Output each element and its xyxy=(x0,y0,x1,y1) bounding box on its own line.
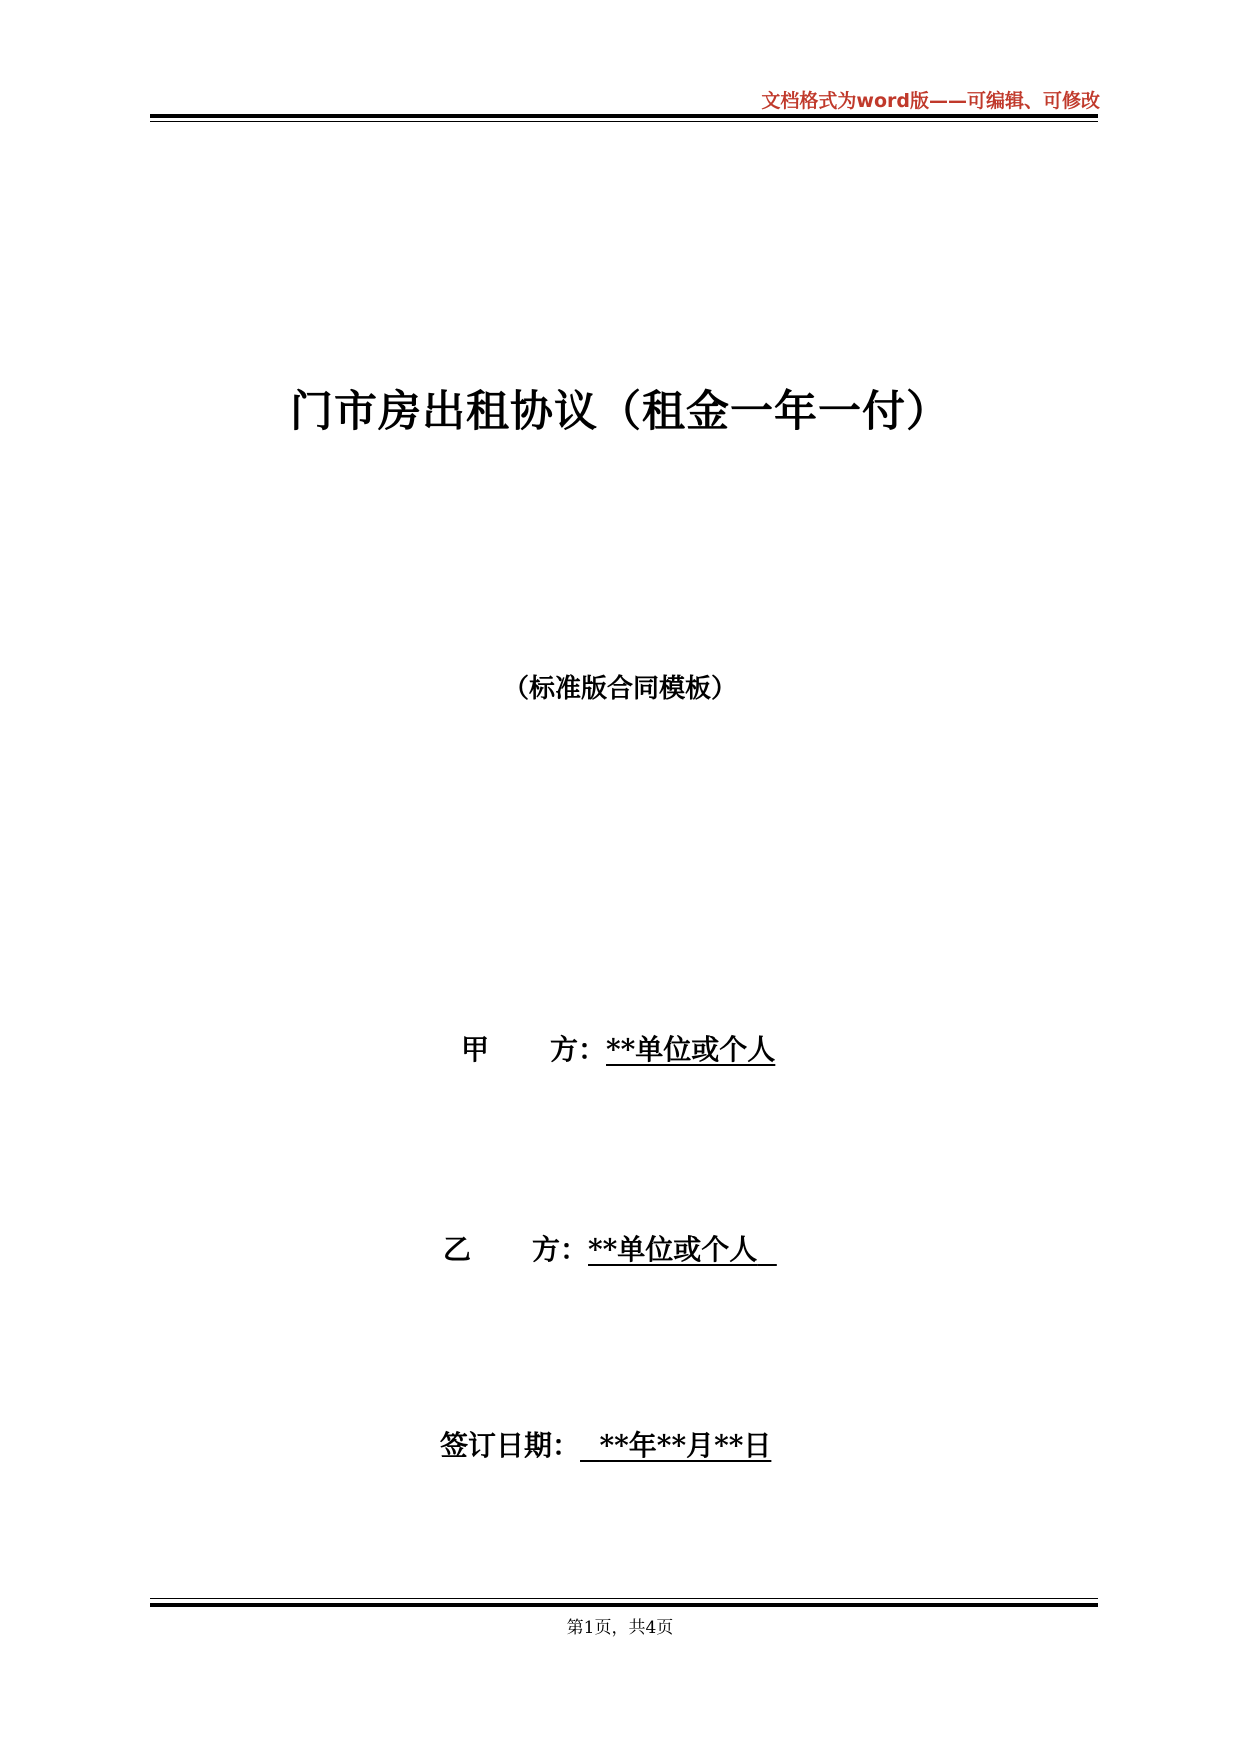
footer-rule-thick xyxy=(150,1603,1098,1607)
party-b-line xyxy=(443,1228,777,1268)
sign-date-label: 签订日期： xyxy=(440,1429,581,1462)
sign-date-line xyxy=(440,1424,771,1464)
party-a-label-second: 方： xyxy=(550,1033,607,1066)
party-b-value: **单位或个人 xyxy=(588,1233,758,1266)
document-subtitle: （标准版合同模板） xyxy=(502,674,737,704)
party-b-label-first: 乙 xyxy=(443,1233,472,1266)
sign-date-value: **年**月**日 xyxy=(599,1429,772,1462)
party-a-label-first: 甲 xyxy=(461,1033,490,1066)
party-a-line xyxy=(461,1028,775,1068)
page-number: 第1页，共4页 xyxy=(566,1618,674,1638)
format-note: 文档格式为word版——可编辑、可修改 xyxy=(761,90,1100,112)
header-rule-thin xyxy=(150,121,1098,122)
footer-rule-thin xyxy=(150,1598,1098,1599)
party-b-label-second: 方： xyxy=(532,1233,589,1266)
document-title: 门市房出租协议（租金一年一付） xyxy=(290,387,950,437)
header-rule-thick xyxy=(150,114,1098,118)
party-a-value: **单位或个人 xyxy=(606,1033,776,1066)
